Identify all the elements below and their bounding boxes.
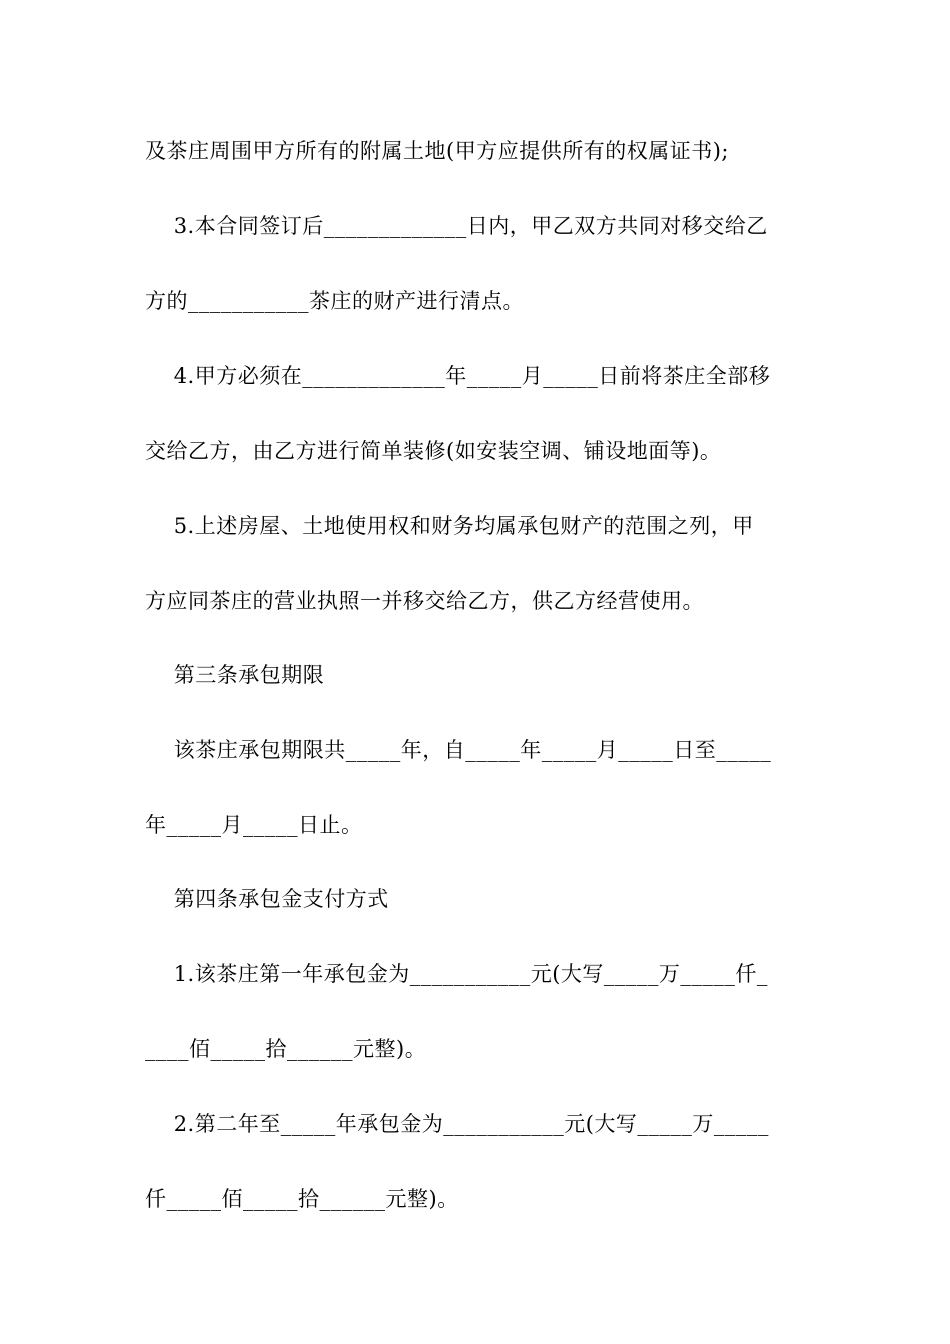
text-line-13: ____佰_____拾______元整)。 (145, 1037, 427, 1061)
section-heading-term: 第三条承包期限 (145, 663, 325, 687)
text-line-10: 年_____月_____日止。 (145, 813, 363, 837)
text-line-2: 3.本合同签订后_____________日内，甲乙双方共同对移交给乙 (145, 214, 768, 238)
text-line-1: 及茶庄周围甲方所有的附属土地(甲方应提供所有的权属证书); (145, 139, 729, 163)
text-line-4: 4.甲方必须在_____________年_____月_____日前将茶庄全部移 (145, 364, 771, 388)
text-line-6: 5.上述房屋、土地使用权和财务均属承包财产的范围之列，甲 (145, 514, 754, 538)
text-line-14: 2.第二年至_____年承包金为___________元(大写_____万_____ (145, 1112, 769, 1136)
text-line-3: 方的___________茶庄的财产进行清点。 (145, 289, 524, 313)
text-line-7: 方应同茶庄的营业执照一并移交给乙方，供乙方经营使用。 (145, 589, 704, 613)
text-line-12: 1.该茶庄第一年承包金为___________元(大写_____万_____仟_ (145, 962, 768, 986)
text-line-5: 交给乙方，由乙方进行简单装修(如安装空调、铺设地面等)。 (145, 439, 722, 463)
text-line-9: 该茶庄承包期限共_____年，自_____年_____月_____日至_____ (145, 738, 772, 762)
section-heading-payment: 第四条承包金支付方式 (145, 887, 389, 911)
text-line-15: 仟_____佰_____拾______元整)。 (145, 1187, 459, 1211)
